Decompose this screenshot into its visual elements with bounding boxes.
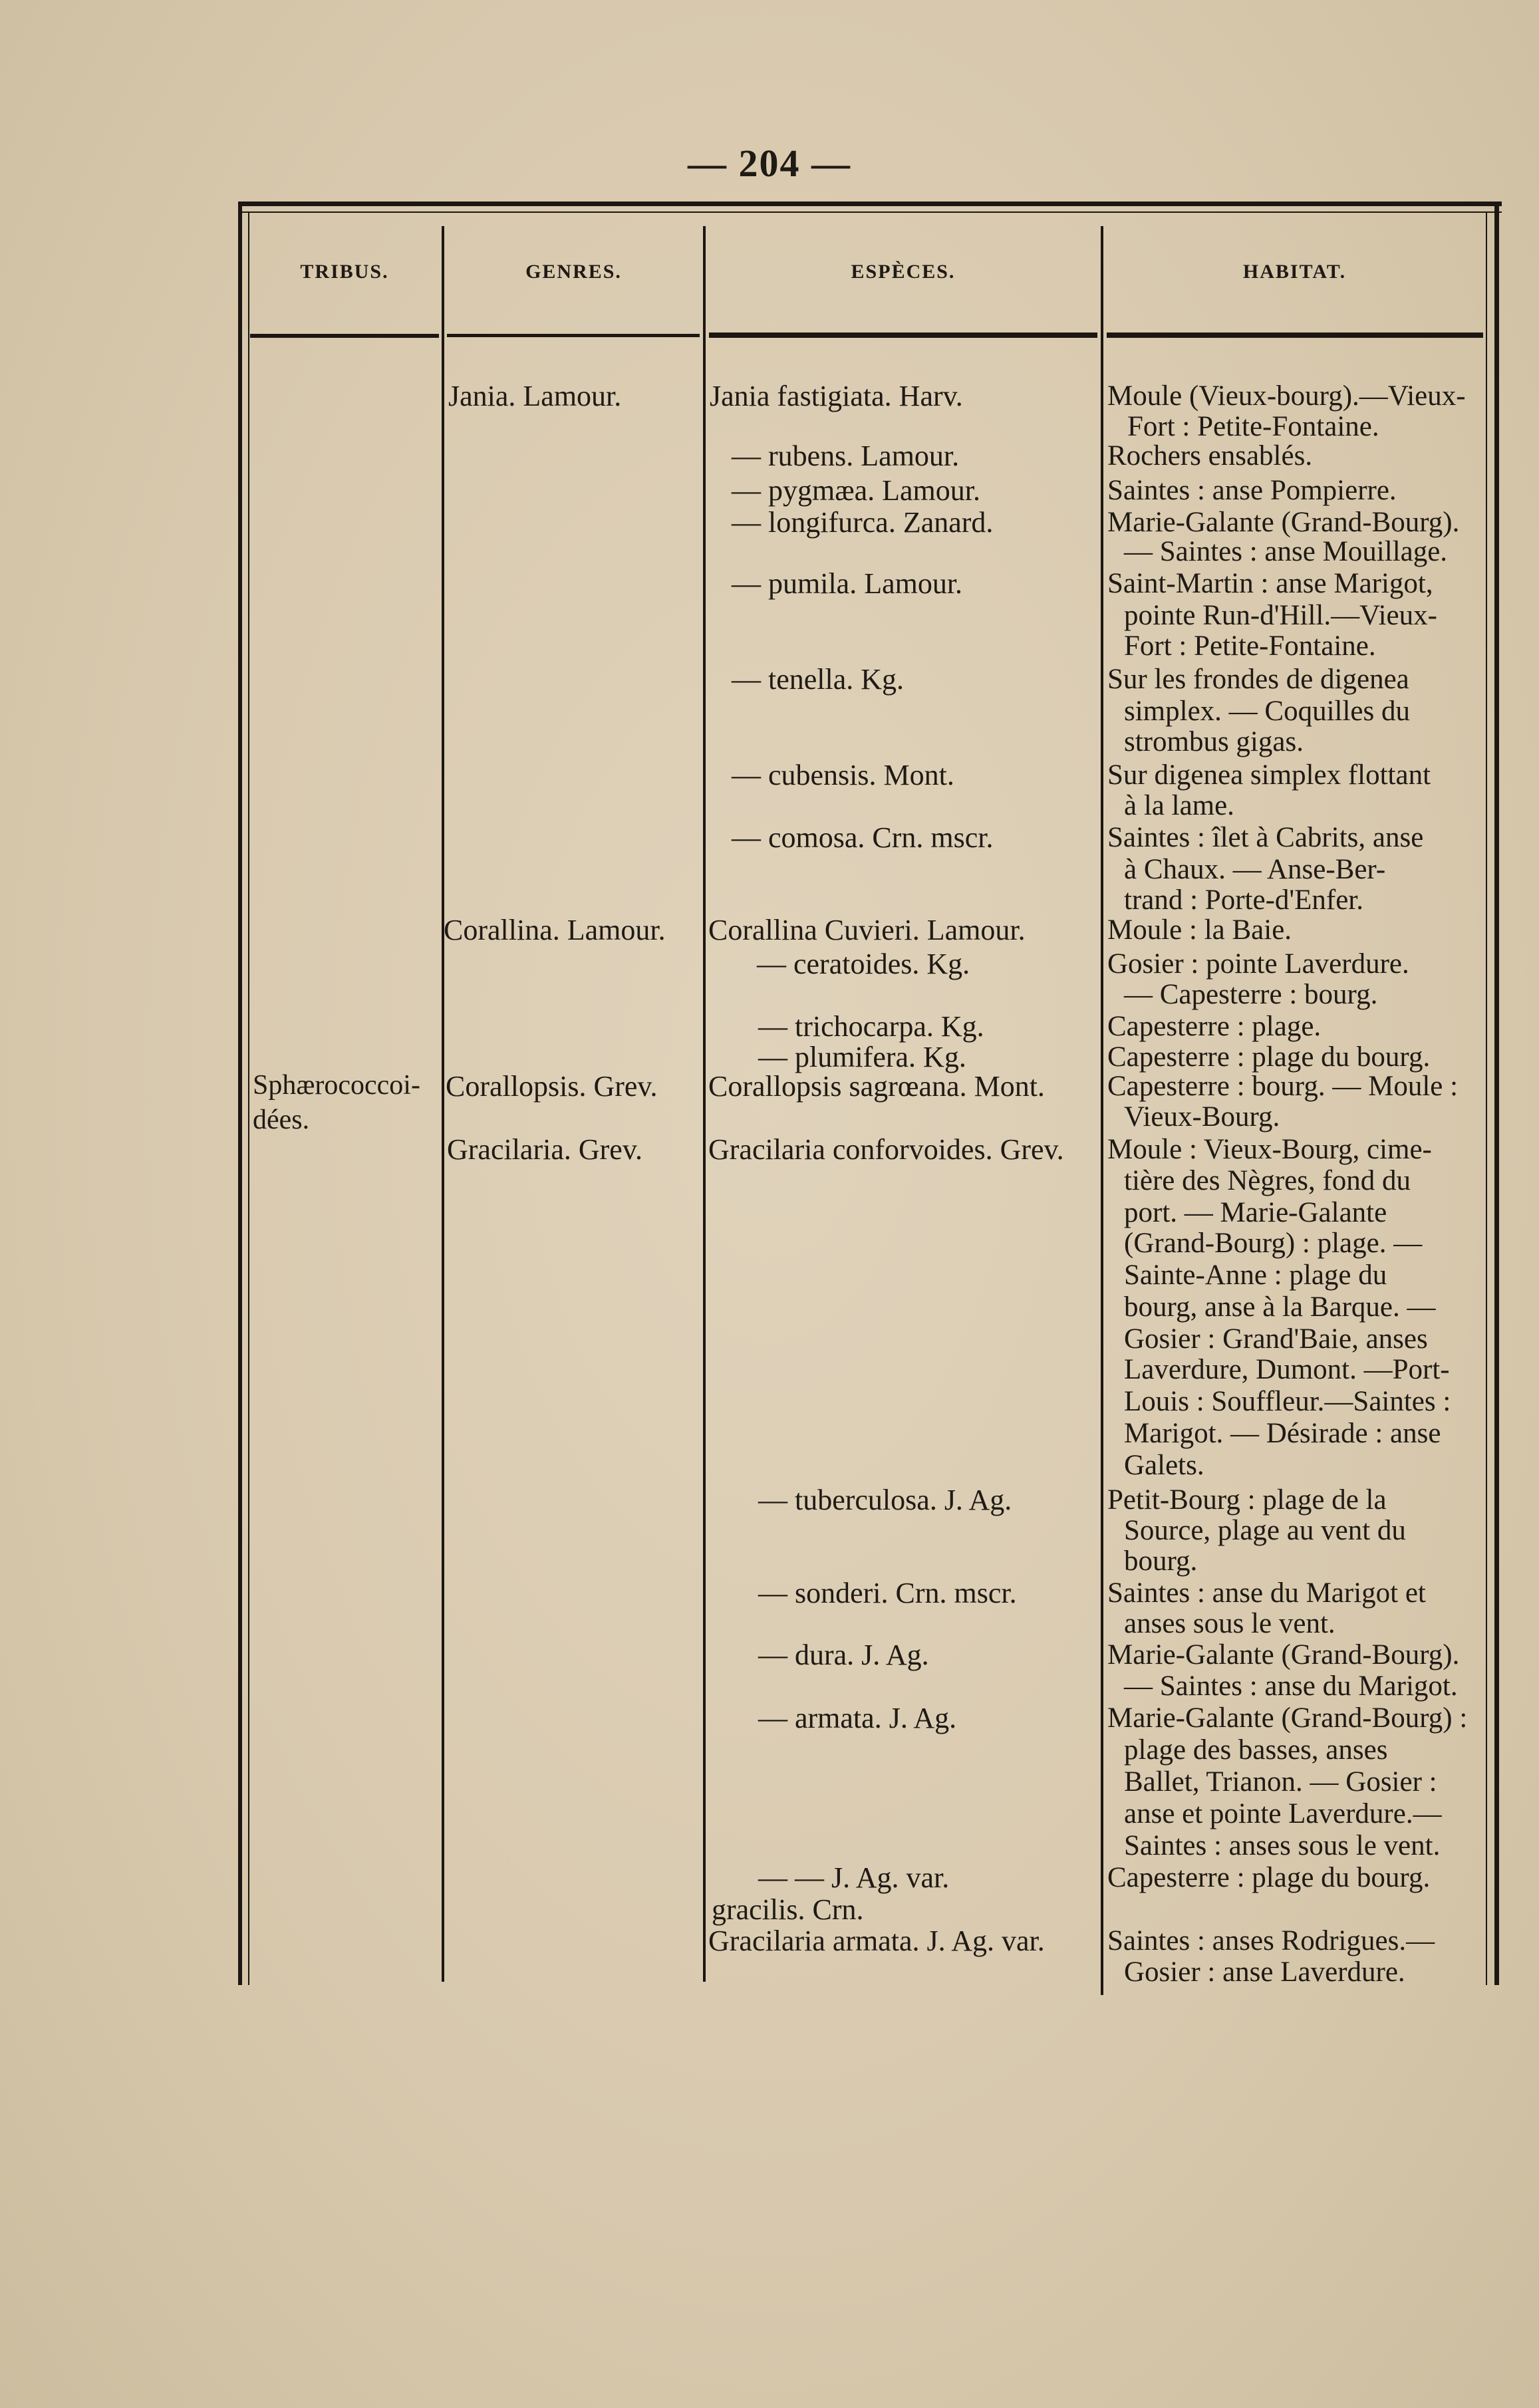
habitat-line: Fort : Petite-Fontaine. (1127, 411, 1379, 442)
species-name: — tuberculosa. J. Ag. (758, 1484, 1012, 1516)
species-name: — tenella. Kg. (732, 663, 905, 696)
tribus-text: dées. (253, 1105, 310, 1135)
habitat-line: strombus gigas. (1124, 726, 1304, 757)
table-left-rule (238, 201, 242, 1985)
header-especes: ESPÈCES. (851, 261, 956, 283)
habitat-line: plage des basses, anses (1124, 1734, 1388, 1766)
habitat-line: Saintes : anse Pompierre. (1107, 475, 1397, 506)
species-name: Corallina Cuvieri. Lamour. (708, 914, 1026, 946)
habitat-line: Capesterre : plage. (1107, 1011, 1322, 1042)
species-name: gracilis. Crn. (712, 1893, 864, 1926)
habitat-line: port. — Marie-Galante (1124, 1197, 1387, 1228)
habitat-line: Saintes : anse du Marigot et (1107, 1577, 1426, 1609)
habitat-line: — Saintes : anse du Marigot. (1124, 1671, 1458, 1702)
table-top-rule (238, 201, 1502, 206)
species-name: Jania fastigiata. Harv. (710, 380, 963, 412)
species-name: — comosa. Crn. mscr. (732, 821, 994, 854)
habitat-line: — Capesterre : bourg. (1124, 979, 1378, 1010)
header-underline-1 (250, 334, 439, 338)
habitat-line: Marie-Galante (Grand-Bourg) : (1107, 1702, 1468, 1734)
habitat-line: Sur digenea simplex flottant (1107, 759, 1431, 791)
habitat-line: Louis : Souffleur.—Saintes : (1124, 1386, 1451, 1417)
habitat-line: Gosier : anse Laverdure. (1124, 1956, 1405, 1988)
habitat-line: tière des Nègres, fond du (1124, 1165, 1411, 1196)
habitat-line: Ballet, Trianon. — Gosier : (1124, 1766, 1437, 1798)
habitat-line: Saint-Martin : anse Marigot, (1107, 568, 1433, 599)
header-underline-2 (447, 334, 700, 337)
page-number: — 204 — (688, 142, 851, 185)
habitat-line: trand : Porte-d'Enfer. (1124, 884, 1363, 916)
habitat-line: Saintes : anses Rodrigues.— (1107, 1925, 1435, 1956)
habitat-line: bourg, anse à la Barque. — (1124, 1291, 1436, 1323)
genre-name: Corallopsis. Grev. (446, 1070, 658, 1103)
species-name: Corallopsis sagrœana. Mont. (708, 1070, 1045, 1103)
habitat-line: Sainte-Anne : plage du (1124, 1260, 1387, 1291)
habitat-line: Moule : la Baie. (1107, 914, 1292, 946)
species-name: — pygmæa. Lamour. (732, 474, 980, 507)
habitat-line: Galets. (1124, 1450, 1204, 1481)
habitat-line: Marie-Galante (Grand-Bourg). (1107, 1639, 1460, 1671)
genre-name: Jania. Lamour. (448, 380, 622, 412)
habitat-line: Rochers ensablés. (1107, 440, 1313, 471)
habitat-line: Gosier : Grand'Baie, anses (1124, 1323, 1428, 1355)
table-left-rule-thin (248, 211, 249, 1985)
species-name: — ceratoides. Kg. (757, 948, 970, 980)
habitat-line: Sur les frondes de digenea (1107, 664, 1409, 695)
habitat-line: Capesterre : plage du bourg. (1107, 1041, 1431, 1073)
species-name: — cubensis. Mont. (732, 759, 954, 791)
habitat-line: Source, plage au vent du (1124, 1515, 1406, 1546)
habitat-line: Vieux-Bourg. (1124, 1101, 1280, 1133)
species-name: — armata. J. Ag. (758, 1702, 957, 1734)
species-name: — longifurca. Zanard. (732, 506, 994, 539)
habitat-line: anse et pointe Laverdure.— (1124, 1798, 1442, 1829)
header-underline-3 (709, 333, 1097, 338)
habitat-line: Marie-Galante (Grand-Bourg). (1107, 507, 1460, 538)
species-name: — plumifera. Kg. (758, 1041, 966, 1073)
habitat-line: Moule (Vieux-bourg).—Vieux- (1107, 380, 1466, 412)
habitat-line: Capesterre : bourg. — Moule : (1107, 1071, 1459, 1102)
habitat-line: Saintes : anses sous le vent. (1124, 1830, 1441, 1861)
habitat-line: (Grand-Bourg) : plage. — (1124, 1228, 1423, 1259)
species-name: — sonderi. Crn. mscr. (758, 1577, 1017, 1609)
habitat-line: — Saintes : anse Mouillage. (1124, 536, 1448, 567)
habitat-line: Laverdure, Dumont. —Port- (1124, 1354, 1450, 1385)
genre-name: Gracilaria. Grev. (447, 1133, 642, 1166)
habitat-line: Saintes : îlet à Cabrits, anse (1107, 822, 1424, 853)
habitat-line: à Chaux. — Anse-Ber- (1124, 854, 1386, 885)
habitat-line: à la lame. (1124, 790, 1234, 821)
header-underline-4 (1107, 333, 1483, 338)
table-top-rule-thin (238, 211, 1502, 213)
species-name: — — J. Ag. var. (758, 1861, 950, 1894)
col-rule-3 (1101, 226, 1103, 1995)
col-rule-1 (442, 226, 444, 1982)
header-habitat: HABITAT. (1242, 261, 1347, 283)
habitat-line: pointe Run-d'Hill.—Vieux- (1124, 600, 1437, 631)
habitat-line: Fort : Petite-Fontaine. (1124, 630, 1376, 662)
species-name: — pumila. Lamour. (732, 567, 963, 600)
genre-name: Corallina. Lamour. (444, 914, 666, 946)
habitat-line: anses sous le vent. (1124, 1608, 1335, 1639)
habitat-line: Marigot. — Désirade : anse (1124, 1418, 1441, 1449)
habitat-line: Capesterre : plage du bourg. (1107, 1862, 1431, 1893)
header-tribus: TRIBUS. (300, 261, 389, 283)
header-genres: GENRES. (525, 261, 622, 283)
species-name: Gracilaria conforvoides. Grev. (708, 1133, 1064, 1166)
habitat-line: Petit-Bourg : plage de la (1107, 1484, 1387, 1516)
tribus-text: Sphærococcoi- (253, 1070, 420, 1101)
table-right-rule-thin (1486, 211, 1487, 1985)
col-rule-2 (703, 226, 706, 1982)
species-name: — rubens. Lamour. (732, 440, 960, 472)
habitat-line: simplex. — Coquilles du (1124, 696, 1410, 727)
species-name: — trichocarpa. Kg. (758, 1010, 984, 1043)
habitat-line: Moule : Vieux-Bourg, cime- (1107, 1134, 1432, 1165)
table-right-rule (1494, 201, 1499, 1985)
species-name: — dura. J. Ag. (758, 1639, 929, 1671)
species-name: Gracilaria armata. J. Ag. var. (708, 1925, 1045, 1957)
habitat-line: Gosier : pointe Laverdure. (1107, 948, 1409, 980)
habitat-line: bourg. (1124, 1545, 1198, 1577)
